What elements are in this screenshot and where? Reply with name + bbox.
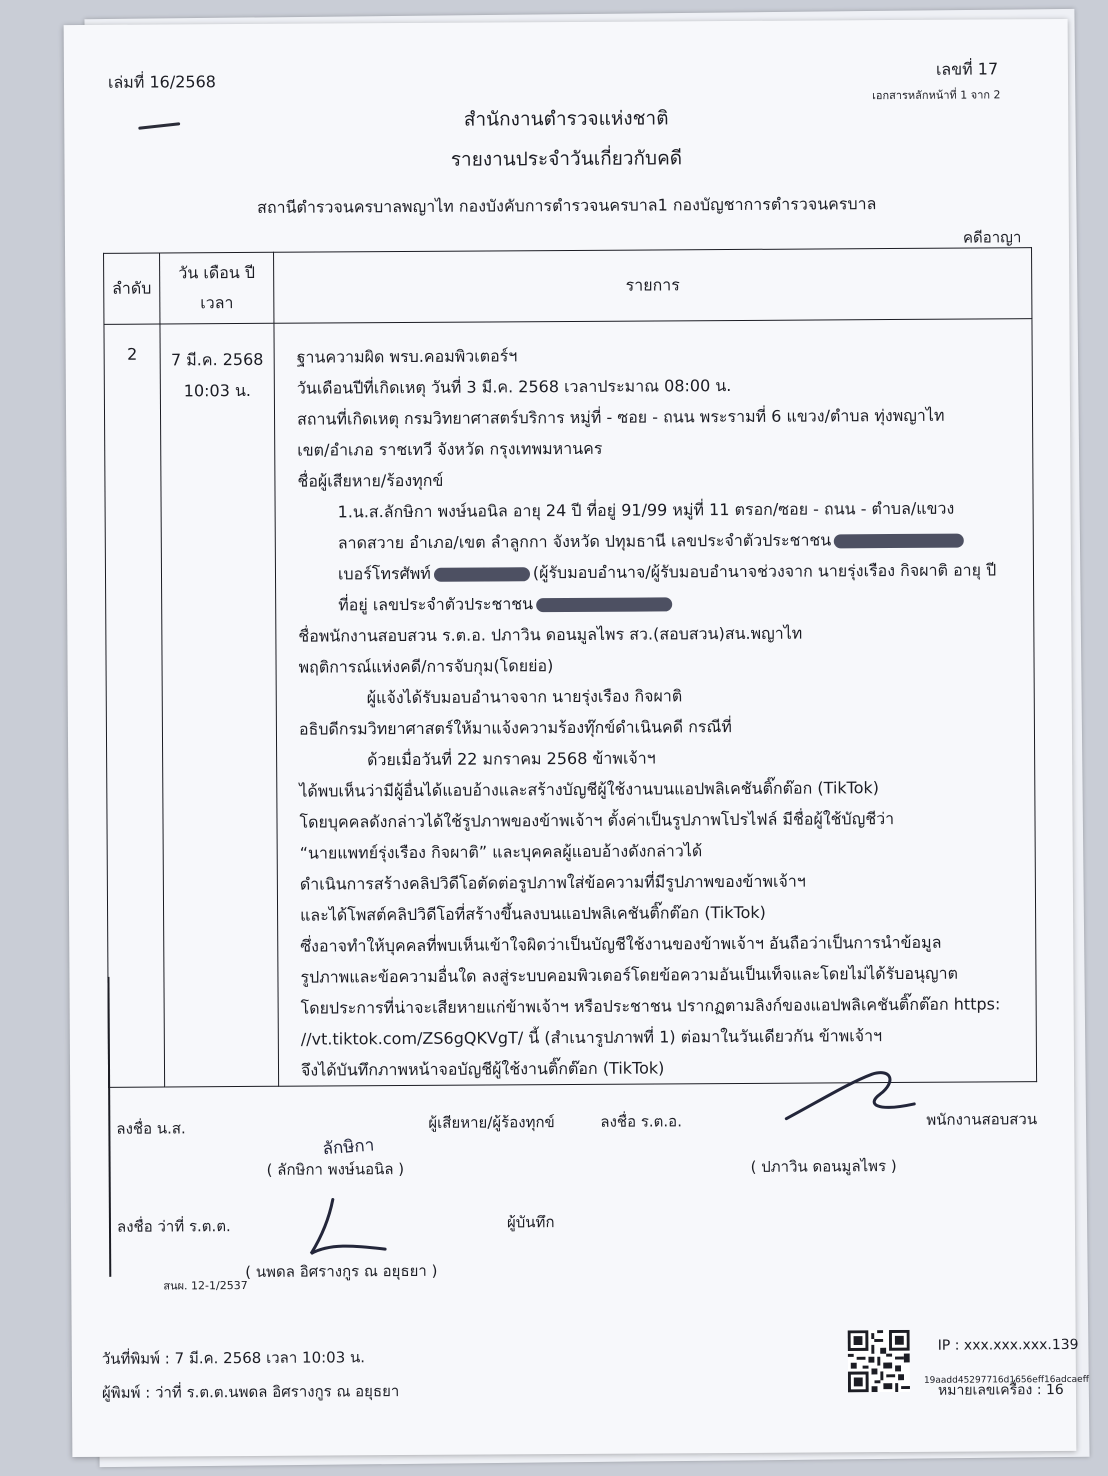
case-type: คดีอาญา [962,228,1022,247]
detail-line: โดยบุคคลดังกล่าวได้ใช้รูปภาพของข้าพเจ้าฯ ตั้งค่าเป็นรูปภาพโปรไฟล์ มีชื่อผู้ใช้บัญชีว่า [299,809,895,832]
detail-text: (ผู้รับมอบอำนาจ/ผู้รับมอบอำนาจช่วงจาก นายรุ่งเรือง กิจผาติ อายุ ปี [532,560,997,583]
detail-line: วันเดือนปีที่เกิดเหตุ วันที่ 3 มี.ค. 2568 เวลาประมาณ 08:00 น. [296,376,732,398]
detail-line: และได้โพสต์คลิปวิดีโอที่สร้างขึ้นลงบนแอปพลิเคชันติ๊กต๊อก (TikTok) [300,902,766,925]
report-table [103,247,1037,1088]
header-time-line: เวลา [200,293,234,313]
detail-line: พฤติการณ์แห่งคดี/การจับกุม(โดยย่อ) [298,656,554,677]
header-items: รายการ [274,248,1032,324]
detail-line: อธิบดีกรมวิทยาศาสตร์ให้มาแจ้งความร้องทุ๊กข์ดำเนินคดี กรณีที่ [298,717,732,739]
sign-label-victim: ลงชื่อ น.ส. [116,1119,186,1138]
detail-line-id [298,523,1033,558]
row-time: 10:03 น. [183,380,252,401]
recorder-name: ( นพดล อิศรางกูร ณ อยุธยา ) [245,1261,438,1281]
qr-code-icon [848,1330,910,1392]
header-seq: ลำดับ [104,253,160,324]
victim-role: ผู้เสียหาย/ผู้ร้องทุกข์ [428,1113,555,1132]
detail-line: ผู้แจ้งได้รับมอบอำนาจจาก นายรุ่งเรือง กิจผาติ [366,686,683,708]
row-seq: 2 [104,324,165,1087]
detail-line: โดยประการที่น่าจะเสียหายแก่ข้าพเจ้าฯ หรือประชาชน ปรากฏตามลิงก์ของแอปพลิเคชันติ๊กต๊อก https: [300,994,1001,1018]
redaction-mark [536,597,672,612]
redaction-mark [834,533,964,548]
victim-name: ( ลักษิกา พงษ์นอนิล ) [266,1160,405,1179]
recorder-role: ผู้บันทึก [506,1213,555,1232]
investigator-name: ( ปภาวิน ดอนมูลไพร ) [750,1157,897,1176]
detail-line: //vt.tiktok.com/ZS6gQKVgT/ นี้ (สำเนารูปภาพที่ 1) ต่อมาในวันเดียวกัน ข้าพเจ้าฯ [300,1026,883,1049]
book-number: เล่มที่ 16/2568 [107,72,216,92]
detail-text: ลาดสวาย อำเภอ/เขต ลำลูกกา จังหวัด ปทุมธานี เลขประจำตัวประชาชน [337,530,832,553]
detail-line: ดำเนินการสร้างคลิปวิดีโอตัดต่อรูปภาพใส่ข้อความที่มีรูปภาพของข้าพเจ้าฯ [299,871,806,894]
sign-label-recorder: ลงชื่อ ว่าที่ ร.ต.ต. [116,1217,231,1236]
table-row [104,319,1037,1088]
print-date: วันที่พิมพ์ : 7 มี.ค. 2568 เวลา 10:03 น. [101,1348,366,1368]
agency-title: สำนักงานตำรวจแห่งชาติ [463,107,669,131]
header-date-line: วัน เดือน ปี [178,262,256,283]
detail-line: ด้วยเมื่อวันที่ 22 มกราคม 2568 ข้าพเจ้าฯ [367,748,656,770]
detail-line: รูปภาพและข้อความอื่นใด ลงสู่ระบบคอมพิวเตอร์โดยข้อความอันเป็นเท็จและโดยไม่ได้รับอนุญาต [300,963,959,987]
investigator-signature-icon [780,1060,920,1131]
qr-caption: 19aadd45297716d1656eff16adcaeff [923,1374,1089,1386]
station-name: สถานีตำรวจนครบาลพญาไท กองบังคับการตำรวจนครบาล1 กองบัญชาการตำรวจนครบาล [257,194,877,217]
report-title: รายงานประจำวันเกี่ยวกับคดี [450,147,683,171]
document-number: เลขที่ 17 [935,59,999,79]
detail-line: ซึ่งอาจทำให้บุคคลที่พบเห็นเข้าใจผิดว่าเป็นบัญชีใช้งานของข้าพเจ้าฯ อันถือว่าเป็นการนำข้อมูล [300,932,942,956]
detail-line: จึงได้บันทึกภาพหน้าจอบัญชีผู้ใช้งานติ๊กต๊อก (TikTok) [300,1058,665,1080]
detail-line: “นายแพทย์รุ่งเรือง กิจผาติ” และบุคคลผู้แอบอ้างดังกล่าวได้ [299,841,703,863]
detail-line: เขต/อำเภอ ราชเทวี จังหวัด กรุงเทพมหานคร [297,438,603,460]
row-datetime [160,323,279,1087]
sign-label-investigator: ลงชื่อ ร.ต.อ. [600,1112,682,1131]
machine-number: หมายเลขเครื่อง : 16 [937,1381,1064,1399]
report-document [64,19,1089,1457]
page-info: เอกสารหลักหน้าที่ 1 จาก 2 [872,88,1001,103]
header-date [160,252,274,324]
detail-line: ได้พบเห็นว่ามีผู้อื่นได้แอบอ้างและสร้างบัญชีผู้ใช้งานบนแอปพลิเคชันติ๊กต๊อก (TikTok) [299,778,880,801]
detail-line: ฐานความผิด พรบ.คอมพิวเตอร์ฯ [296,346,518,367]
detail-text: เบอร์โทรศัพท์ [337,563,431,584]
detail-line: 1.น.ส.ลักษิกา พงษ์นอนิล อายุ 24 ปี ที่อยู่ 91/99 หมู่ที่ 11 ตรอก/ซอย - ถนน - ตำบล/แขวง [337,498,955,522]
detail-line-phone [298,554,1033,589]
form-code: สนผ. 12-1/2537 [163,1278,248,1293]
detail-text: ที่อยู่ เลขประจำตัวประชาชน [338,594,534,615]
row-date: 7 มี.ค. 2568 [170,349,264,370]
printer-name: ผู้พิมพ์ : ว่าที่ ร.ต.ต.นพดล อิศรางกูร ณ อยุธยา [101,1382,400,1402]
detail-line: ชื่อพนักงานสอบสวน ร.ต.อ. ปภาวิน ดอนมูลไพร สว.(สอบสวน)สน.พญาไท [298,623,803,646]
redaction-mark [434,567,530,582]
ip-address: IP : xxx.xxx.xxx.139 [937,1336,1079,1354]
investigator-role: พนักงานสอบสวน [926,1110,1038,1129]
row-details [274,319,1037,1087]
table-header-row [104,248,1032,325]
recorder-signature-icon [303,1193,393,1264]
detail-line-id2 [298,585,1033,620]
victim-signature: ลักษิกา [321,1135,375,1160]
detail-line: สถานที่เกิดเหตุ กรมวิทยาศาสตร์บริการ หมู่ที่ - ซอย - ถนน พระรามที่ 6 แขวง/ตำบล ทุ่งพญาไท [296,405,945,429]
detail-line: ชื่อผู้เสียหาย/ร้องทุกข์ [297,470,444,491]
